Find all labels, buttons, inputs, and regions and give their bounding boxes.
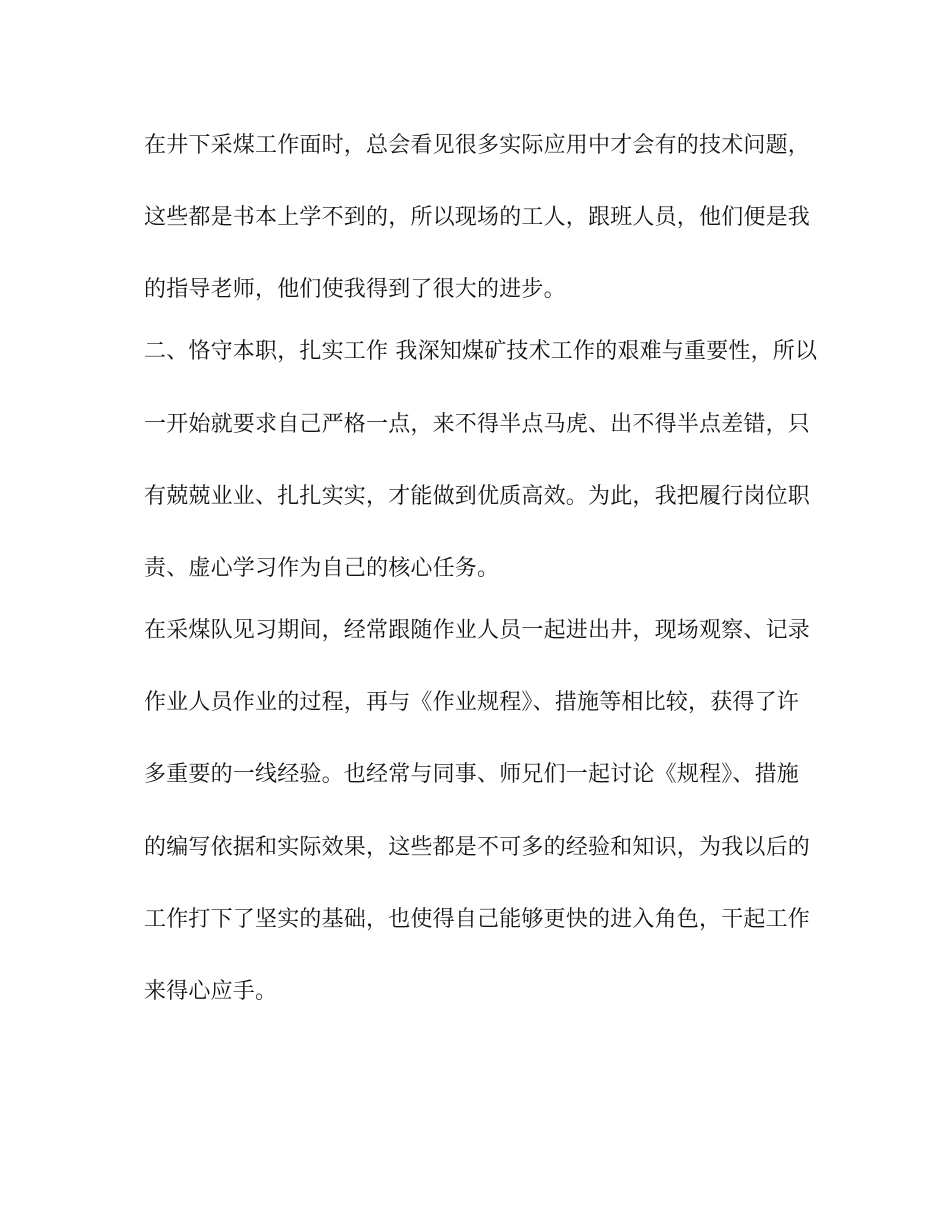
text-line: 一开始就要求自己严格一点，来不得半点马虎、出不得半点差错，只 bbox=[144, 412, 811, 437]
text-line: 在井下采煤工作面时，总会看见很多实际应用中才会有的技术问题， bbox=[144, 133, 811, 158]
text-line: 在采煤队见习期间，经常跟随作业人员一起进出井，现场观察、记录 bbox=[144, 618, 811, 643]
text-line: 的指导老师，他们使我得到了很大的进步。 bbox=[144, 277, 566, 302]
text-line: 这些都是书本上学不到的，所以现场的工人，跟班人员，他们便是我 bbox=[144, 205, 811, 230]
text-line: 责、虚心学习作为自己的核心任务。 bbox=[144, 556, 500, 581]
text-line: 作业人员作业的过程，再与《作业规程》、措施等相比较，获得了许 bbox=[144, 690, 800, 715]
text-line: 工作打下了坚实的基础，也使得自己能够更快的进入角色，干起工作 bbox=[144, 907, 811, 932]
text-line: 的编写依据和实际效果，这些都是不可多的经验和知识，为我以后的 bbox=[144, 835, 811, 860]
section-heading-line: 二、恪守本职，扎实工作 我深知煤矿技术工作的艰难与重要性，所以 bbox=[144, 339, 818, 364]
text-line: 来得心应手。 bbox=[144, 979, 278, 1004]
text-line: 有兢兢业业、扎扎实实，才能做到优质高效。为此，我把履行岗位职 bbox=[144, 484, 811, 509]
text-line: 多重要的一线经验。也经常与同事、师兄们一起讨论《规程》、措施 bbox=[144, 762, 800, 787]
